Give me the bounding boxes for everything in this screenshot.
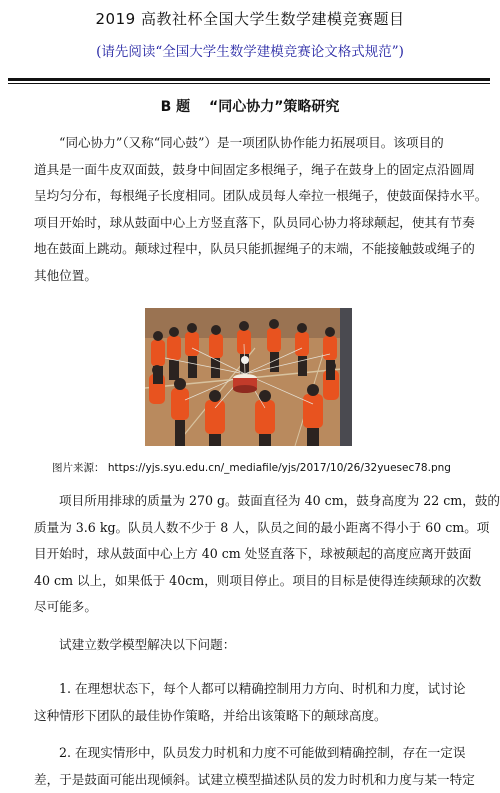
- intro-line: 项目开始时，球从鼓面中心上方竖直落下，队员同心协力将球颠起，使其有节奏: [34, 214, 475, 230]
- params-line: 质量为 3.6 kg。队员人数不少于 8 人，队员之间的最小距离不得小于 60 cm。项: [34, 519, 490, 535]
- header-divider-thick: [8, 78, 490, 81]
- intro-line: 其他位置。: [34, 267, 97, 283]
- header-divider-thin: [8, 83, 490, 84]
- task-intro-line: 试建立数学模型解决以下问题：: [59, 637, 236, 652]
- question-2: [34, 740, 489, 793]
- photo-illustration: [145, 308, 352, 446]
- params-line: 尽可能多。: [34, 599, 97, 614]
- intro-line: 呈均匀分布，每根绳子长度相同。团队成员每人牵拉一根绳子，使鼓面保持水平。: [34, 188, 488, 203]
- question-1-line: 1. 在理想状态下，每个人都可以精确控制用力方向、时机和力度，试讨论: [59, 681, 466, 696]
- intro-line: “同心协力”（又称“同心鼓”）是一项团队协作能力拓展项目。该项目的: [59, 135, 444, 150]
- params-line: 项目所用排球的质量为 270 g。鼓面直径为 40 cm，鼓身高度为 22 cm，鼓的: [59, 493, 500, 508]
- task-intro: [34, 632, 489, 659]
- image-source-caption: 图片来源： https://yjs.syu.edu.cn/_mediafile/yjs/2017/10/26/32yuesec78.png: [52, 462, 451, 474]
- question-2-line: 2. 在现实情形中，队员发力时机和力度不可能做到精确控制，存在一定误: [59, 745, 466, 760]
- contest-subtitle: (请先阅读“全国大学生数学建模竞赛论文格式规范”): [96, 44, 404, 60]
- intro-line: 道具是一面牛皮双面鼓，鼓身中间固定多根绳子，绳子在鼓身上的固定点沿圆周: [34, 161, 475, 177]
- contest-title: 2019 高教社杯全国大学生数学建模竞赛题目: [95, 10, 405, 28]
- parameters-paragraph: [34, 488, 500, 621]
- problem-heading: B 题 “同心协力”策略研究: [160, 99, 340, 115]
- question-2-line: 差，于是鼓面可能出现倾斜。试建立模型描述队员的发力时机和力度与某一特定: [34, 771, 475, 787]
- question-1-line: 这种情形下团队的最佳协作策略，并给出该策略下的颠球高度。: [34, 707, 387, 723]
- intro-line: 地在鼓面上跳动。颠球过程中，队员只能抓握绳子的末端，不能接触鼓或绳子的: [34, 241, 475, 256]
- params-line: 40 cm 以上，如果低于 40cm，则项目停止。项目的目标是使得连续颠球的次数: [34, 572, 482, 588]
- intro-paragraph: [34, 130, 489, 289]
- question-1: [34, 676, 489, 729]
- team-drum-photo: [145, 308, 352, 446]
- params-line: 目开始时，球从鼓面中心上方 40 cm 处竖直落下，球被颠起的高度应离开鼓面: [34, 546, 472, 561]
